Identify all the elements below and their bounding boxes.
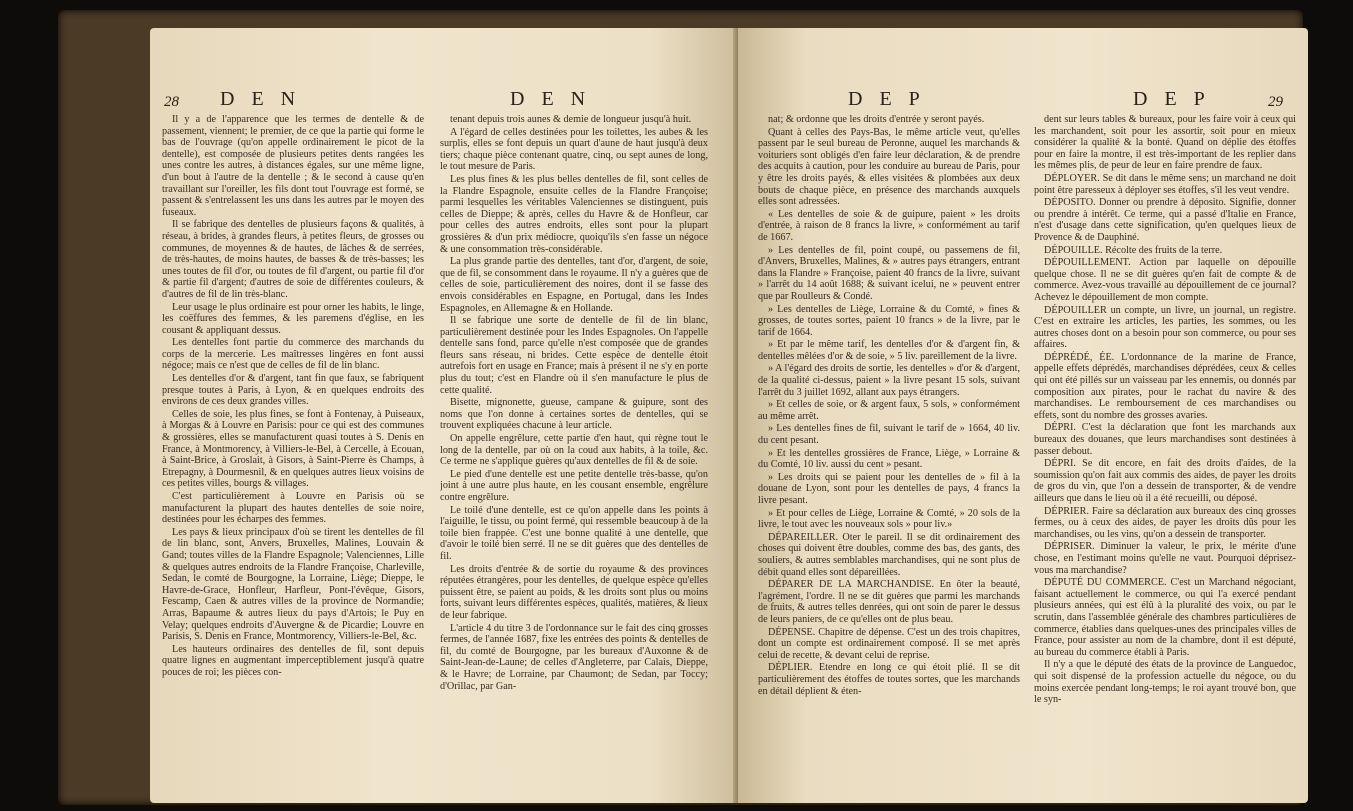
- left-column-2: [440, 114, 708, 794]
- paragraph: La plus grande partie des dentelles, tant d'or, d'argent, de soie, que de fil, se consomment dans le royaume. Il n'y a guères que de celles de soie, particulièrement des noires, dont il se fasse des envois considérables en Espagne, en Portugal, dans les Indes Espagnoles, en Allemagne & en Hollande.: [440, 256, 708, 314]
- paragraph: » Les dentelles de Liège, Lorraine & du Comté, » fines & grosses, de toutes sortes, paient 10 francs » de la livre, par le tarif de 1664.: [758, 303, 1020, 338]
- paragraph: DÉPRI. C'est la déclaration que font les marchands aux bureaux des douanes, que leurs marchandises sont destinées à passer debout.: [1034, 422, 1296, 457]
- paragraph: » Et celles de soie, or & argent faux, 5 sols, » conformément au même arrêt.: [758, 399, 1020, 422]
- paragraph: DÉPOUILLE. Récolte des fruits de la terre.: [1044, 244, 1223, 256]
- paragraph: Celles de soie, les plus fines, se font à Fontenay, à Puiseaux, à Morgas & à Louvre en Parisis: pour ce qui est des communes & grossières, elles se manufacturent quasi toutes à S. Denis en France, à Montmorency, à Villiers-le-Bel, à Cercelle, à Ecouan, à Saint-Brice, à Groslait, à Gisors, à Saint-Pierre ès Champs, à Etrepagny, à Dourmesnil, & en quelques autres lieux voisins de ces petites villes, bourgs & villages.: [162, 408, 424, 490]
- paragraph: DÉPOUILLEMENT. Action par laquelle on dépouille quelque chose. Il ne se dit guères qu'en fait de compte & de commerce. Avez-vous travaillé au dépouillement de ce journal? Achevez le dépouillement de mon compte.: [1034, 257, 1296, 303]
- paragraph: Il n'y a que le député des états de la province de Languedoc, qui soit dispensé de la profession actuelle du négoce, ou du moins exercée pendant long-temps; le roi ayant trouvé bon, que le syn-: [1034, 659, 1296, 706]
- paragraph: » Et les dentelles grossières de France, Liège, » Lorraine & du Comté, 10 liv. aussi du cent » pesant.: [758, 447, 1020, 471]
- paragraph: DÉPOUILLER un compte, un livre, un journal, un registre. C'est en extraire les articles, les parties, les sommes, ou les autres choses dont on a besoin pour son commerce, ou pour ses affaires.: [1034, 304, 1296, 351]
- paragraph: » Et pour celles de Liège, Lorraine & Comté, » 20 sols de la livre, le tout avec les nouveaux sols » pour liv.»: [758, 507, 1020, 531]
- paragraph: DÉPLOYER. Se dit dans le même sens; un marchand ne doit point être paresseux à déployer ses étoffes, s'il les veut vendre.: [1034, 172, 1296, 196]
- left-page-number: 28: [164, 94, 179, 110]
- right-running-head-2: D E P: [1133, 88, 1211, 110]
- paragraph: DÉPRÉDÉ, ÉE. L'ordonnance de la marine de France, appelle effets déprédés, marchandises déprédées, ceux & celles qui ont été pillés sur un vaisseau par les ennemis, ou donnés par composition aux pirates, pour le rachat du navire & des marchandises. Le remboursement de ces marchandises ou effets, sont du nombre des grosses avaries.: [1034, 351, 1296, 421]
- paragraph: Le pied d'une dentelle est une petite dentelle très-basse, qu'on joint à une autre plus haute, en les cousant ensemble, engrêlure contre engrêlure.: [440, 468, 708, 503]
- paragraph: Quant à celles des Pays-Bas, le même article veut, qu'elles passent par le seul bureau de Peronne, auquel les marchands & voituriers sont obligés d'en faire leur déclaration, & de prendre des acquits à caution, pour les conduire au bureau de Paris, pour y être les droits payés, & elles visitées & plombées aux deux bouts de chaque pièce, en présence des marchands auxquels elles sont adressées.: [758, 126, 1020, 208]
- left-running-head-2: D E N: [510, 88, 592, 110]
- paragraph: DÉPARER DE LA MARCHANDISE. En ôter la beauté, l'agrément, l'ordre. Il ne se dit guères que parmi les marchands de fruits, & autres telles denrées, qui ont soin de parer le dessus de leurs paniers, de ce qu'elles ont de plus beau.: [758, 579, 1020, 625]
- left-column-1: [162, 114, 424, 794]
- paragraph: DÉPAREILLER. Oter le pareil. Il se dit ordinairement des choses qui doivent être doubles, comme des bas, des gants, des souliers, & autres semblables marchandises, qui ne sont plus de débit quand elles sont dépareillées.: [758, 531, 1020, 578]
- paragraph: A l'égard de celles destinées pour les toilettes, les aubes & les surplis, elles se font depuis un quart d'aune de haut jusqu'à deux tiers; chaque pièce contenant quatre, cinq, ou sept aunes de long, le tout mesure de Paris.: [440, 126, 708, 173]
- paragraph: nat; & ordonne que les droits d'entrée y seront payés.: [768, 114, 985, 125]
- paragraph: Les plus fines & les plus belles dentelles de fil, sont celles de la Flandre Espagnole, ensuite celles de la Flandre Françoise; parmi lesquelles les véritables Valenciennes se distinguent, puis celles de Dieppe; & après, celles du Havre & de Honfleur, car pour celles des autres endroits, elles sont pour la plupart grossières & d'un prix médiocre, quoiqu'ils s'en fasse un négoce & une consommation très-considérable.: [440, 173, 708, 255]
- paragraph: DÉPUTÉ DU COMMERCE. C'est un Marchand négociant, faisant actuellement le commerce, ou qui l'a exercé pendant plusieurs années, qui est élû à la pluralité des voix, ou par le scrutin, dans l'assemblée générale des chambres particulières de commerce, établies dans quelques-unes des principales villes de France, pour assister au nom de la chambre, dont il est député, au bureau du commerce établi à Paris.: [1034, 577, 1296, 658]
- right-page-number: 29: [1268, 94, 1283, 110]
- paragraph: dent sur leurs tables & bureaux, pour les faire voir à ceux qui les marchandent, soit pour les assortir, soit pour en mieux considérer la qualité & la bonté. Quand on déplie des étoffes pour en faire la montre, il est très-important de les replier dans les mêmes plis, de peur de leur en faire prendre de faux.: [1034, 114, 1296, 172]
- paragraph: Il se fabrique des dentelles de plusieurs façons & qualités, à réseau, à brides, à grandes fleurs, à petites fleurs, de grosses ou communes, de moyennes & de hautes, de lâches & de serrées, de très-hautes, de moins hautes, de basses & de très-basses; les unes toutes de fil d'or, ou toutes de fil d'argent, ou partie fil d'or & partie fil d'argent; d'autres de soie de différentes couleurs, & d'autres de fil de lin très-blanc.: [162, 219, 424, 300]
- right-page: [738, 28, 1308, 803]
- paragraph: » Les droits qui se paient pour les dentelles de » fil à la douane de Lyon, sont pour les dentelles de pays, 4 francs la livre pesant.: [758, 471, 1020, 506]
- paragraph: DÉPRIER. Faire sa déclaration aux bureaux des cinq grosses fermes, ou à ceux des aides, de payer les droits dûs pour les marchandises, ou les vins, qu'on a dessein de transporter.: [1034, 505, 1296, 540]
- paragraph: Bisette, mignonette, gueuse, campane & guipure, sont des noms que l'on donne à certaines sortes de dentelles, qui se trouvent expliquées chacune à leur article.: [440, 397, 708, 432]
- paragraph: L'article 4 du titre 3 de l'ordonnance sur le fait des cinq grosses fermes, de l'année 1687, fixe les entrées des points & dentelles de fil, du comté de Bourgogne, par les bureaux d'Auxonne & de Saint-Jean-de-Laune; de celles d'Angleterre, par Calais, Dieppe, & le Havre; de Lorraine, par Chaumont; de Sedan, par Toccy; d'Orillac, par Gan-: [440, 622, 708, 692]
- paragraph: » Les dentelles de fil, point coupé, ou passemens de fil, d'Anvers, Bruxelles, Malines, & » autres pays étrangers, entrant dans la Flandre » Françoise, paient 40 francs de la livre, suivant » l'arrêt du 14 août 1688; & suivant icelui, ne » peuvent entrer que par Roulleurs & Condé.: [758, 244, 1020, 302]
- paragraph: C'est particulièrement à Louvre en Parisis où se manufacturent la plupart des hautes dentelles de soie noire, destinées pour les écharpes des femmes.: [162, 491, 424, 526]
- paragraph: Les pays & lieux principaux d'où se tirent les dentelles de fil de lin blanc, sont, Anvers, Bruxelles, Malines, Louvain & Gand; toutes villes de la Flandre Espagnole; Valenciennes, Lille & quelques autres endroits de la Flandre Françoise, Charleville, Sedan, le comté de Bourgogne, la Lorraine, Liège; Dieppe, le Havre-de-Grace, Honfleur, Harfleur, Pont-l'évêque, Gisors, Fescamp, Caen & autres villes de la province de Normandie; Arras, Bapaume & autres lieux du pays d'Artois; le Puy en Velay; quelques endroits d'Auvergne & de Picardie; Louvre en Parisis, S. Denis en France, Montmorency, Villiers-le-Bel, &c.: [162, 526, 424, 643]
- left-running-head-1: D E N: [220, 88, 302, 110]
- paragraph: Leur usage le plus ordinaire est pour orner les habits, le linge, les coëffures des femmes, & les paremens d'église, en les cousant & appliquant dessus.: [162, 301, 424, 336]
- paragraph: » A l'égard des droits de sortie, les dentelles » d'or & d'argent, de la qualité ci-dessus, paient » la livre pesant 15 sols, suivant l'arrêt du 3 juillet 1692, allant aux pays étrangers.: [758, 363, 1020, 398]
- right-running-head-1: D E P: [848, 88, 926, 110]
- paragraph: Les dentelles d'or & d'argent, tant fin que faux, se fabriquent presque toutes à Paris, à Lyon, & en quelques endroits des environs de ces deux grandes villes.: [162, 373, 424, 408]
- right-column-2: [1034, 114, 1296, 794]
- paragraph: » Et par le même tarif, les dentelles d'or & d'argent fin, & dentelles mêlées d'or & de soie, » 5 liv. pareillement de la livre.: [758, 339, 1020, 362]
- paragraph: Les hauteurs ordinaires des dentelles de fil, sont depuis quatre lignes en augmentant imperceptiblement jusqu'à quatre pouces de roi; les pièces con-: [162, 643, 424, 678]
- paragraph: tenant depuis trois aunes & demie de longueur jusqu'à huit.: [450, 114, 692, 125]
- left-page: [150, 28, 738, 803]
- paragraph: Le toilé d'une dentelle, est ce qu'on appelle dans les points à l'aiguille, le tissu, ou point fermé, qui ressemble beaucoup à de la toile bien frappée. C'est une bonne qualité à une dentelle, que d'avoir le toilé bien serré. Il ne se dit guères que des dentelles de fil.: [440, 504, 708, 562]
- paragraph: DÉPENSE. Chapitre de dépense. C'est un des trois chapitres, dont un compte est ordinairement composé. Il se met après celui de recette, & devant celui de reprise.: [758, 626, 1020, 661]
- right-column-1: [758, 114, 1020, 794]
- paragraph: « Les dentelles de soie & de guipure, paient » les droits d'entrée, à raison de 8 francs la livre, » conformément au tarif de 1667.: [758, 208, 1020, 243]
- paragraph: DÉPRI. Se dit encore, en fait des droits d'aides, de la soumission qu'on fait aux commis des aides, de payer les droits de gros du vin, que l'on a dessein de transporter, & de vendre ailleurs que dans le lieu où il a été recueilli, ou déposé.: [1034, 458, 1296, 504]
- paragraph: DÉPOSITO. Donner ou prendre à déposito. Signifie, donner ou prendre à intérêt. Ce terme, qui a passé d'Italie en France, n'est d'usage dans cette signification, qu'en quelques lieux de Provence & de Dauphiné.: [1034, 197, 1296, 243]
- paragraph: Il y a de l'apparence que les termes de dentelle & de passement, viennent; le premier, de ce que la partie qui forme le bas de l'ouvrage (qu'on appelle ordinairement le picot de la dentelle), est composée de plusieurs petites dents rangées les unes contre les autres, à distances égales, sur une même ligne, d'un bout à l'autre de la dentelle ; & le second à cause qu'en travaillant sur l'oreiller, les fils dont tout l'ouvrage est formé, se passent & s'entrelassent les uns dans les autres par le moyen des fuseaux.: [162, 114, 424, 218]
- paragraph: Les droits d'entrée & de sortie du royaume & des provinces réputées étrangères, pour les dentelles, de quelque espèce qu'elles puissent être, se paient au poids, & les droits sont plus ou moins forts, suivant leurs différentes espèces, qualités, matières, & lieux de leur fabrique.: [440, 563, 708, 621]
- paragraph: On appelle engrêlure, cette partie d'en haut, qui règne tout le long de la dentelle, par où on la coud aux habits, à la toile, &c. Ce terme ne s'applique guères qu'aux dentelles de fil & de soie.: [440, 433, 708, 468]
- paragraph: » Les dentelles fines de fil, suivant le tarif de » 1664, 40 liv. du cent pesant.: [758, 423, 1020, 447]
- paragraph: DÉPLIER. Etendre en long ce qui étoit plié. Il se dit particulièrement des étoffes de toutes sortes, que les marchands en détail déplient & éten-: [758, 662, 1020, 697]
- paragraph: Il se fabrique une sorte de dentelle de fil de lin blanc, particulièrement destinée pour les Indes Espagnoles. On l'appelle dentelle sans fond, parce qu'elle n'est composée que de grandes fleurs sans réseau, ni brides. Cette espèce de dentelle étoit autrefois fort en usage en France; mais à présent il ne s'y en porte plus du tout; c'est en Flandre où il s'en manufacture le plus de cette qualité.: [440, 315, 708, 396]
- paragraph: DÉPRISER. Diminuer la valeur, le prix, le mérite d'une chose, en l'estimant moins qu'elle ne vaut. Pourquoi déprisez-vous ma marchandise?: [1034, 541, 1296, 576]
- paragraph: Les dentelles font partie du commerce des marchands du corps de la mercerie. Les maîtresses lingères en font aussi négoce; mais ce n'est que de celles de fil de lin blanc.: [162, 337, 424, 372]
- book-spread: [58, 10, 1303, 805]
